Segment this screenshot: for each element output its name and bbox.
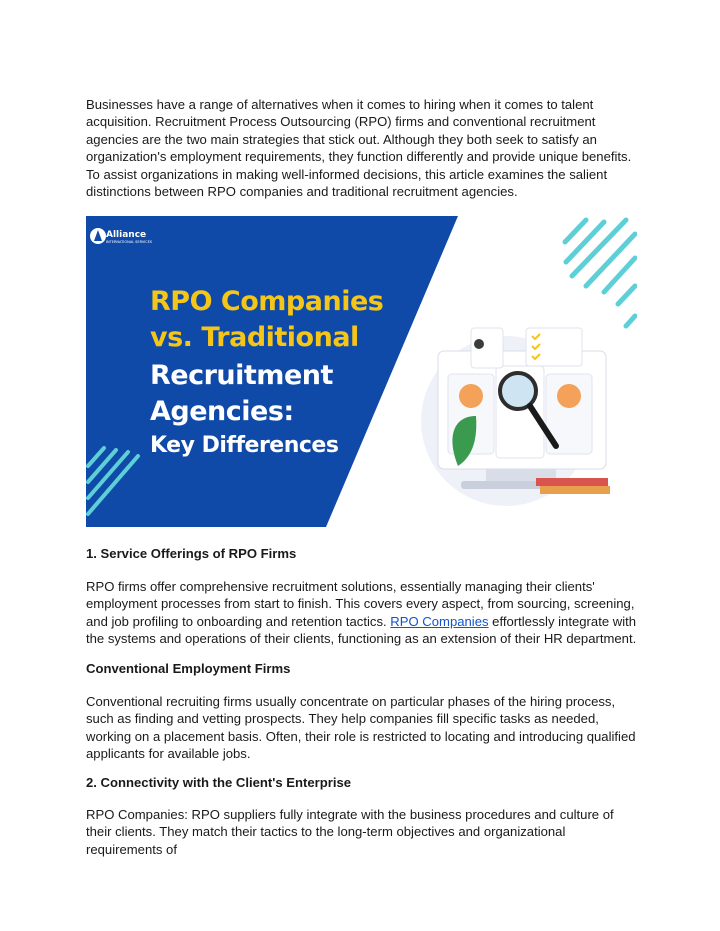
conventional-heading: Conventional Employment Firms [86,661,291,676]
article-banner [86,216,637,527]
banner-title-line-3: Recruitment [150,360,333,391]
alliance-logo [90,228,106,244]
banner-title-line-4: Agencies: [150,396,294,427]
section-2-heading: 2. Connectivity with the Client's Enterprise [86,775,352,790]
section-1-text-before: RPO firms offer comprehensive recruitment solutions, essentially managing their clients' employment processes from start to finish. This covers every aspect, from sourcing, screening, and job profiling to onboarding and retention tactics. [86,579,635,629]
section-1-text-after: effortlessly integrate with the systems and operations of their clients, functioning as an extension of their HR department. [86,613,637,647]
rpo-companies-link[interactable]: RPO Companies [390,613,489,629]
illustration-monitor [421,328,610,506]
conventional-paragraph: Conventional recruiting firms usually concentrate on particular phases of the hiring process, such as finding and vetting prospects. They help companies fill specific tasks as needed, working on a placement basis. Often, their role is restricted to locating and introducing qualified applicants for available jobs. [86,694,636,762]
section-1-heading: 1. Service Offerings of RPO Firms [86,546,297,561]
banner-title-line-1: RPO Companies [150,286,384,317]
section-2-paragraph: RPO Companies: RPO suppliers fully integrate with the business procedures and culture of their clients. They match their tactics to the long-term objectives and organizational requirements of [86,807,614,857]
logo-subtext: INTERNATIONAL SERVICES [106,240,153,244]
banner-title-line-2: vs. Traditional [150,322,359,353]
logo-text: Alliance [106,230,147,240]
section-1-paragraph [86,578,642,648]
banner-title-line-5: Key Differences [150,433,339,458]
intro-paragraph: Businesses have a range of alternatives when it comes to hiring when it comes to talent acquisition. Recruitment Process Outsourcing (RPO) firms and conventional recruitment agencies are the two main strategies that stick out. Although they both seek to satisfy an organization's employment requirements, they function differently and provide unique benefits. To assist organizations in making well-informed decisions, this article examines the salient distinctions between RPO companies and traditional recruitment agencies. [86,97,632,200]
